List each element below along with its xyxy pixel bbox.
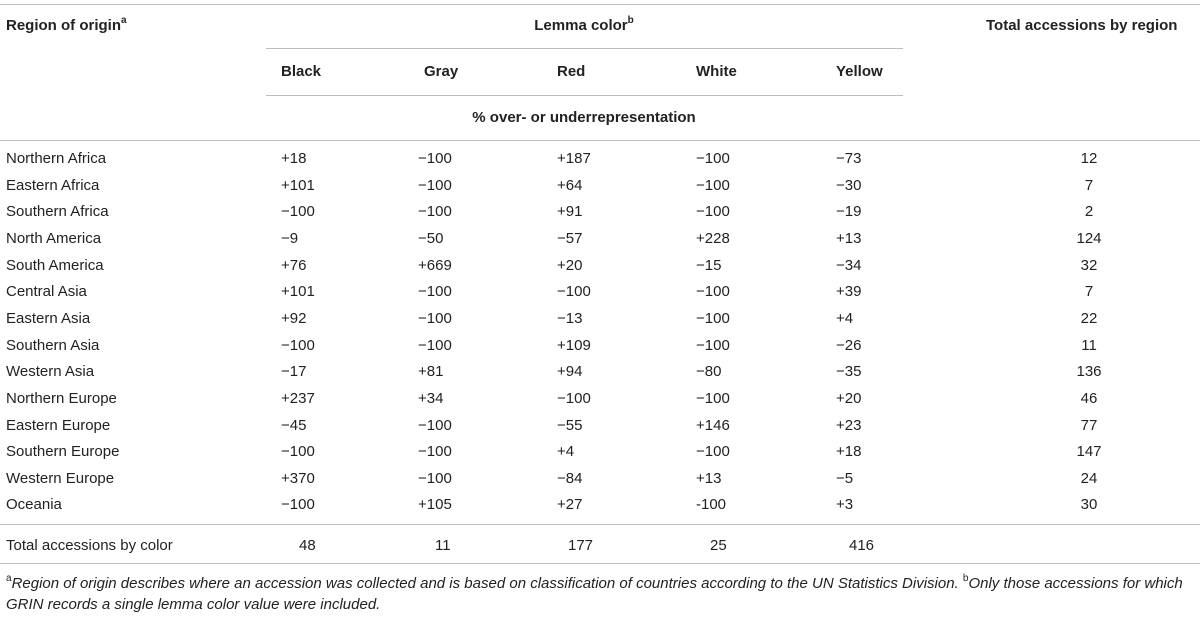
cell-gray: −100: [418, 150, 452, 167]
footnote-b-marker: b: [962, 573, 969, 584]
cell-total: 77: [1080, 416, 1098, 434]
table-row: [0, 443, 1200, 469]
cell-white: −15: [696, 256, 722, 274]
cell-yellow: −26: [836, 336, 862, 354]
cell-gray: −100: [418, 416, 452, 434]
cell-red: +64: [557, 176, 583, 194]
cell-total: 7: [1084, 283, 1094, 301]
cell-yellow: +4: [836, 309, 854, 327]
cell-yellow: +18: [836, 443, 862, 461]
cell-red: +91: [557, 203, 583, 221]
footnote-b-text: Only those accessions for which GRIN records a single lemma color value were included.: [6, 575, 1183, 613]
cell-gray: −100: [418, 203, 452, 221]
cell-white: −100: [696, 176, 730, 194]
cell-gray: −100: [418, 283, 452, 301]
total-yellow: 416: [849, 537, 875, 554]
table-row: [0, 257, 1200, 283]
cell-red: +4: [557, 443, 575, 461]
column-header-yellow: Yellow: [836, 63, 883, 80]
cell-gray: −100: [418, 309, 452, 327]
cell-white: -100: [696, 496, 727, 514]
cell-region: Northern Africa: [6, 150, 107, 167]
table-row: [0, 310, 1200, 336]
cell-red: +187: [557, 150, 591, 167]
cell-region: Northern Europe: [6, 389, 117, 407]
cell-black: +101: [281, 283, 315, 301]
cell-region: Eastern Africa: [6, 176, 100, 194]
cell-total: 22: [1080, 309, 1098, 327]
region-of-origin-header: [6, 17, 127, 35]
cell-gray: +105: [418, 496, 452, 514]
region-header-label: Region of origin: [6, 17, 121, 34]
cell-white: −100: [696, 309, 730, 327]
cell-yellow: −19: [836, 203, 862, 221]
cell-gray: +669: [418, 256, 452, 274]
table-row: [0, 203, 1200, 229]
cell-white: −100: [696, 203, 730, 221]
cell-white: −100: [696, 443, 730, 461]
cell-yellow: −35: [836, 363, 862, 381]
cell-black: −9: [281, 229, 299, 247]
header-bottom-rule: [0, 140, 1200, 141]
cell-yellow: +3: [836, 496, 854, 514]
cell-total: 24: [1080, 469, 1098, 487]
totals-top-rule: [0, 524, 1200, 525]
total-gray: 11: [435, 537, 451, 554]
cell-region: Western Asia: [6, 363, 95, 381]
footnote-marker-a: a: [120, 15, 127, 26]
cell-red: −100: [557, 283, 591, 301]
cell-yellow: −30: [836, 176, 862, 194]
footnote-a-marker: a: [6, 573, 12, 584]
cell-total: 11: [1081, 336, 1097, 354]
cell-gray: −100: [418, 176, 452, 194]
cell-yellow: +23: [836, 416, 862, 434]
cell-region: Oceania: [6, 496, 62, 514]
cell-yellow: +20: [836, 389, 862, 407]
cell-red: −100: [557, 389, 591, 407]
subheader-top-rule: [266, 95, 903, 96]
cell-gray: −50: [418, 229, 444, 247]
cell-total: 30: [1080, 496, 1098, 514]
lemma-color-header: [534, 17, 633, 35]
table-row: [0, 177, 1200, 203]
cell-red: −84: [557, 469, 583, 487]
cell-black: −17: [281, 363, 307, 381]
cell-yellow: +13: [836, 229, 862, 247]
cell-white: +228: [696, 229, 730, 247]
column-header-black: Black: [281, 63, 322, 80]
total-white: 25: [710, 537, 727, 554]
table-row: [0, 337, 1200, 363]
cell-black: +370: [281, 469, 315, 487]
cell-red: +94: [557, 363, 583, 381]
cell-total: 32: [1080, 256, 1098, 274]
cell-yellow: −73: [836, 150, 862, 167]
cell-total: 136: [1076, 363, 1102, 381]
table-row: [0, 470, 1200, 496]
cell-white: −80: [696, 363, 722, 381]
cell-black: +92: [281, 309, 307, 327]
cell-yellow: −5: [836, 469, 854, 487]
cell-gray: +81: [418, 363, 444, 381]
table-row: [0, 363, 1200, 389]
table-row: [0, 417, 1200, 443]
cell-white: +146: [696, 416, 730, 434]
cell-red: −55: [557, 416, 583, 434]
totals-row-label: Total accessions by color: [6, 537, 173, 554]
table-row: [0, 230, 1200, 256]
table-row: [0, 150, 1200, 176]
lemma-color-rule: [266, 48, 903, 49]
top-rule: [0, 4, 1200, 5]
cell-black: +18: [281, 150, 307, 167]
cell-region: Southern Asia: [6, 336, 100, 354]
cell-region: Southern Europe: [6, 443, 120, 461]
totals-bottom-rule: [0, 563, 1200, 564]
cell-red: −13: [557, 309, 583, 327]
column-header-red: Red: [557, 63, 586, 80]
cell-red: +27: [557, 496, 583, 514]
cell-region: Southern Africa: [6, 203, 109, 221]
cell-yellow: +39: [836, 283, 862, 301]
total-red: 177: [568, 537, 594, 554]
cell-gray: −100: [418, 443, 452, 461]
cell-black: −100: [281, 443, 315, 461]
column-header-white: White: [696, 63, 737, 80]
cell-gray: −100: [418, 336, 452, 354]
cell-red: +20: [557, 256, 583, 274]
subheader-percent: % over- or underrepresentation: [472, 109, 696, 126]
total-black: 48: [299, 537, 316, 554]
cell-region: South America: [6, 256, 104, 274]
cell-white: −100: [696, 283, 730, 301]
cell-black: −100: [281, 336, 315, 354]
cell-total: 2: [1084, 203, 1094, 221]
footnote-marker-b: b: [627, 15, 634, 26]
cell-region: North America: [6, 229, 102, 247]
column-header-gray: Gray: [424, 63, 459, 80]
cell-white: −100: [696, 336, 730, 354]
cell-yellow: −34: [836, 256, 862, 274]
cell-region: Central Asia: [6, 283, 87, 301]
cell-total: 7: [1084, 176, 1094, 194]
footnote-a-text: Region of origin describes where an accession was collected and is based on classification of countries according to the UN Statistics Division.: [11, 575, 959, 592]
table-footnotes: [6, 573, 1196, 615]
cell-black: +101: [281, 176, 315, 194]
cell-red: +109: [557, 336, 591, 354]
cell-total: 46: [1080, 389, 1098, 407]
total-accessions-by-region-header: Total accessions by region: [986, 17, 1178, 34]
cell-white: −100: [696, 150, 730, 167]
cell-gray: +34: [418, 389, 444, 407]
cell-gray: −100: [418, 469, 452, 487]
cell-white: +13: [696, 469, 722, 487]
cell-total: 12: [1080, 150, 1098, 167]
table-row: [0, 283, 1200, 309]
cell-red: −57: [557, 229, 583, 247]
cell-black: −100: [281, 496, 315, 514]
cell-total: 147: [1076, 443, 1102, 461]
cell-total: 124: [1076, 229, 1102, 247]
cell-region: Eastern Asia: [6, 309, 91, 327]
cell-white: −100: [696, 389, 730, 407]
lemma-header-label: Lemma color: [534, 17, 628, 34]
table-row: [0, 390, 1200, 416]
cell-region: Western Europe: [6, 469, 115, 487]
cell-black: −45: [281, 416, 307, 434]
table-row: [0, 496, 1200, 522]
cell-black: +237: [281, 389, 315, 407]
cell-black: +76: [281, 256, 307, 274]
cell-black: −100: [281, 203, 315, 221]
cell-region: Eastern Europe: [6, 416, 111, 434]
